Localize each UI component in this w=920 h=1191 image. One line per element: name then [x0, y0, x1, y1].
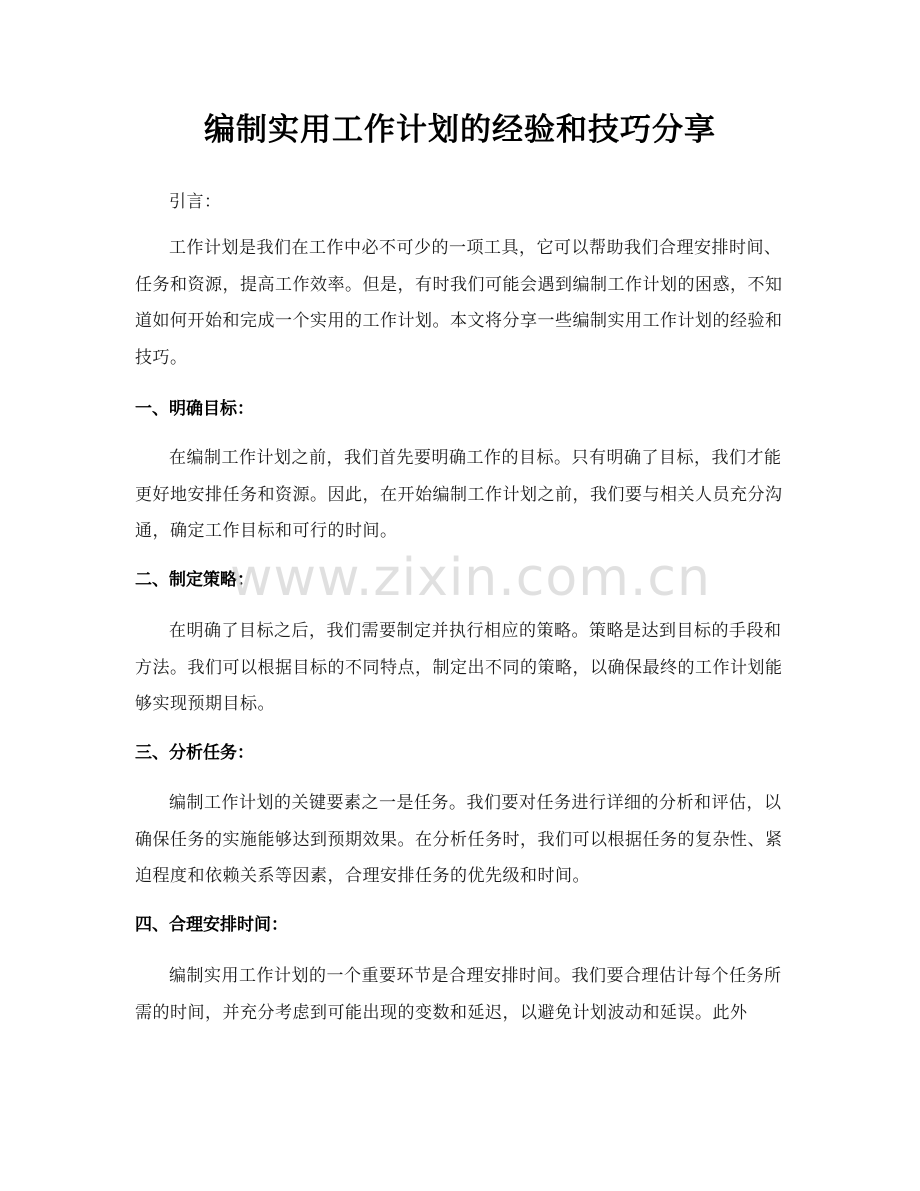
intro-paragraph: 工作计划是我们在工作中必不可少的一项工具，它可以帮助我们合理安排时间、任务和资源，提高工作效率。但是，有时我们可能会遇到编制工作计划的困惑，不知道如何开始和完成一个实用的工作计划。本文将分享一些编制实用工作计划的经验和技巧。: [135, 238, 783, 368]
section-heading: 三、分析任务：: [135, 743, 254, 763]
section-paragraph: 在明确了目标之后，我们需要制定并执行相应的策略。策略是达到目标的手段和方法。我们可以根据目标的不同特点，制定出不同的策略，以确保最终的工作计划能够实现预期目标。: [135, 621, 783, 714]
section-heading: 一、明确目标：: [135, 399, 254, 419]
document-title: 编制实用工作计划的经验和技巧分享: [204, 112, 716, 148]
section-paragraph: 编制实用工作计划的一个重要环节是合理安排时间。我们要合理估计每个任务所需的时间，并充分考虑到可能出现的变数和延迟，以避免计划波动和延误。此外: [135, 966, 782, 1023]
section-paragraph: 在编制工作计划之前，我们首先要明确工作的目标。只有明确了目标，我们才能更好地安排任务和资源。因此，在开始编制工作计划之前，我们要与相关人员充分沟通，确定工作目标和可行的时间。: [135, 448, 783, 541]
intro-label: 引言：: [169, 192, 222, 212]
watermark-text: www.zixin.com.cn: [230, 548, 711, 608]
section-paragraph: 编制工作计划的关键要素之一是任务。我们要对任务进行详细的分析和评估，以确保任务的实施能够达到预期效果。在分析任务时，我们可以根据任务的复杂性、紧迫程度和依赖关系等因素，合理安排任务的优先级和时间。: [135, 793, 783, 886]
section-heading: 四、合理安排时间：: [135, 915, 288, 935]
section-heading: 二、制定策略：: [135, 570, 254, 590]
